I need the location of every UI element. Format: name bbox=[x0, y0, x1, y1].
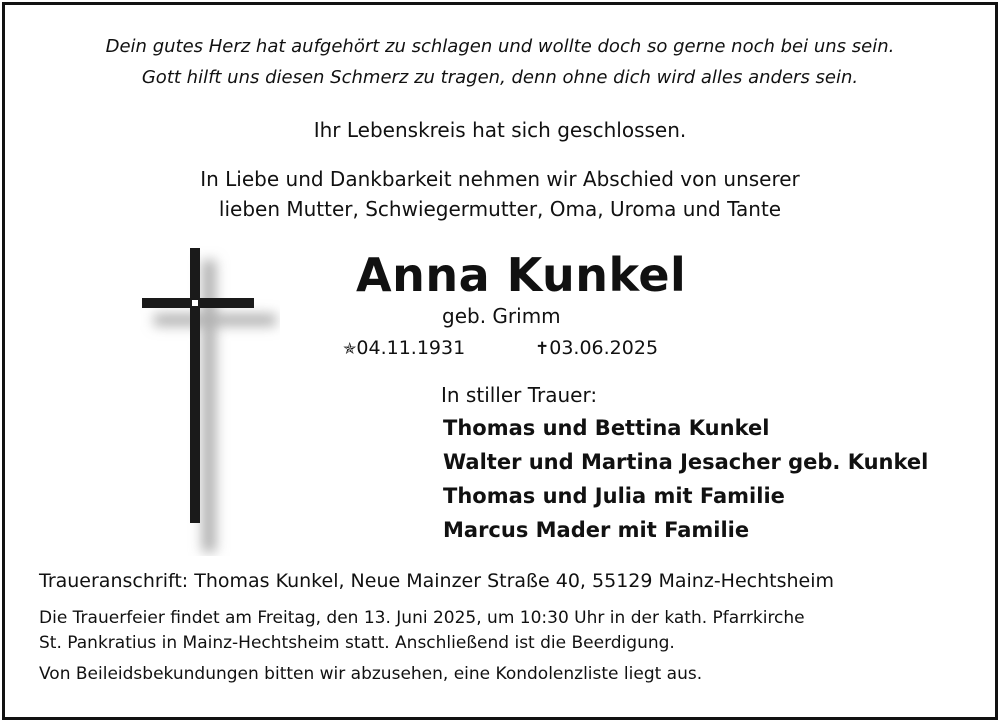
deceased-name: Anna Kunkel bbox=[356, 248, 687, 302]
service-line-2: St. Pankratius in Mainz-Hechtsheim statt. Anschließend ist die Beerdigung. bbox=[39, 633, 675, 653]
death-date: 03.06.2025 bbox=[549, 337, 659, 359]
quote-line-2: Gott hilft uns diesen Schmerz zu tragen, denn ohne dich wird alles anders sein. bbox=[141, 67, 859, 88]
mourner-name: Marcus Mader mit Familie bbox=[443, 518, 750, 542]
death-date-line bbox=[535, 337, 658, 359]
mourner-name: Thomas und Bettina Kunkel bbox=[443, 416, 770, 440]
mourner-name: Walter und Martina Jesacher geb. Kunkel bbox=[443, 450, 929, 474]
star-icon: ✯ bbox=[343, 339, 357, 358]
quote-line-1: Dein gutes Herz hat aufgehört zu schlagen und wollte doch so gerne noch bei uns sein. bbox=[105, 36, 895, 57]
cross-icon bbox=[140, 246, 280, 556]
mourning-address: Traueranschrift: Thomas Kunkel, Neue Mainzer Straße 40, 55129 Mainz-Hechtsheim bbox=[39, 570, 835, 592]
lebenskreis-line: Ihr Lebenskreis hat sich geschlossen. bbox=[313, 118, 687, 142]
intro-line-2: lieben Mutter, Schwiegermutter, Oma, Uroma und Tante bbox=[218, 197, 782, 221]
birth-date: 04.11.1931 bbox=[356, 337, 466, 359]
intro-line-1: In Liebe und Dankbarkeit nehmen wir Abschied von unserer bbox=[200, 167, 800, 191]
condolence-note: Von Beileidsbekundungen bitten wir abzusehen, eine Kondolenzliste liegt aus. bbox=[39, 664, 703, 684]
small-cross-icon: ✝ bbox=[535, 339, 550, 359]
service-line-1: Die Trauerfeier findet am Freitag, den 13. Juni 2025, um 10:30 Uhr in der kath. Pfarrkirche bbox=[39, 608, 805, 628]
maiden-name: geb. Grimm bbox=[442, 304, 561, 328]
birth-date-line bbox=[343, 337, 465, 359]
mourner-name: Thomas und Julia mit Familie bbox=[443, 484, 785, 508]
mourners-heading: In stiller Trauer: bbox=[441, 383, 598, 407]
